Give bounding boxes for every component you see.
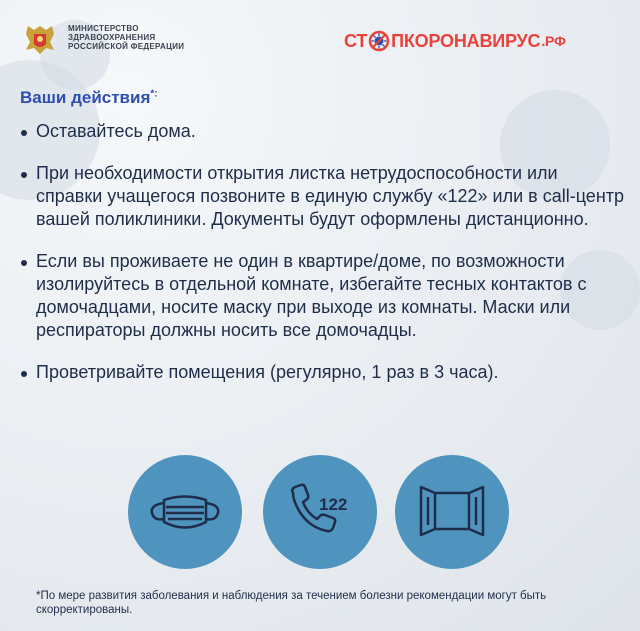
phone-number: 122 bbox=[319, 495, 348, 514]
ministry-line: РОССИЙСКОЙ ФЕДЕРАЦИИ bbox=[68, 42, 185, 51]
open-window-icon bbox=[395, 455, 509, 569]
mask-circle bbox=[128, 455, 242, 569]
list-item: Проветривайте помещения (регулярно, 1 раз в 3 часа). bbox=[20, 361, 626, 384]
window-circle bbox=[395, 455, 509, 569]
brand-domain: .РФ bbox=[541, 33, 566, 49]
coat-of-arms-icon bbox=[20, 20, 60, 60]
mask-icon bbox=[128, 455, 242, 569]
section-title-text: Ваши действия bbox=[20, 88, 151, 107]
header bbox=[0, 0, 640, 80]
ministry-name bbox=[68, 24, 198, 51]
virus-stop-icon bbox=[368, 30, 390, 52]
list-item: Оставайтесь дома. bbox=[20, 120, 626, 143]
footnote: *По мере развития заболевания и наблюдения за течением болезни рекомендации могут быть скорректированы. bbox=[36, 590, 547, 616]
brand-main: ПКОРОНАВИРУС bbox=[391, 30, 541, 51]
footnote-mark: *: bbox=[150, 88, 158, 100]
list-item: Если вы проживаете не один в квартире/доме, по возможности изолируйтесь в отдельной комнате, избегайте тесных контактов с домочадцами, носите маску при выходе из комнаты. Маски или респираторы должны носить все домочадцы. bbox=[20, 250, 626, 342]
list-item: При необходимости открытия листка нетрудоспособности или справки учащегося позвоните в единую службу «122» или в call-центр вашей поликлиники. Документы будут оформлены дистанционно. bbox=[20, 162, 626, 231]
brand-prefix: СТ bbox=[344, 30, 368, 51]
actions-list bbox=[20, 120, 626, 403]
brand-logo bbox=[344, 26, 566, 56]
ministry-line: МИНИСТЕРСТВО bbox=[68, 24, 139, 33]
icon-row bbox=[0, 455, 640, 571]
section-title bbox=[20, 88, 158, 108]
phone-circle bbox=[263, 455, 377, 569]
ministry-line: ЗДРАВООХРАНЕНИЯ bbox=[68, 33, 156, 42]
